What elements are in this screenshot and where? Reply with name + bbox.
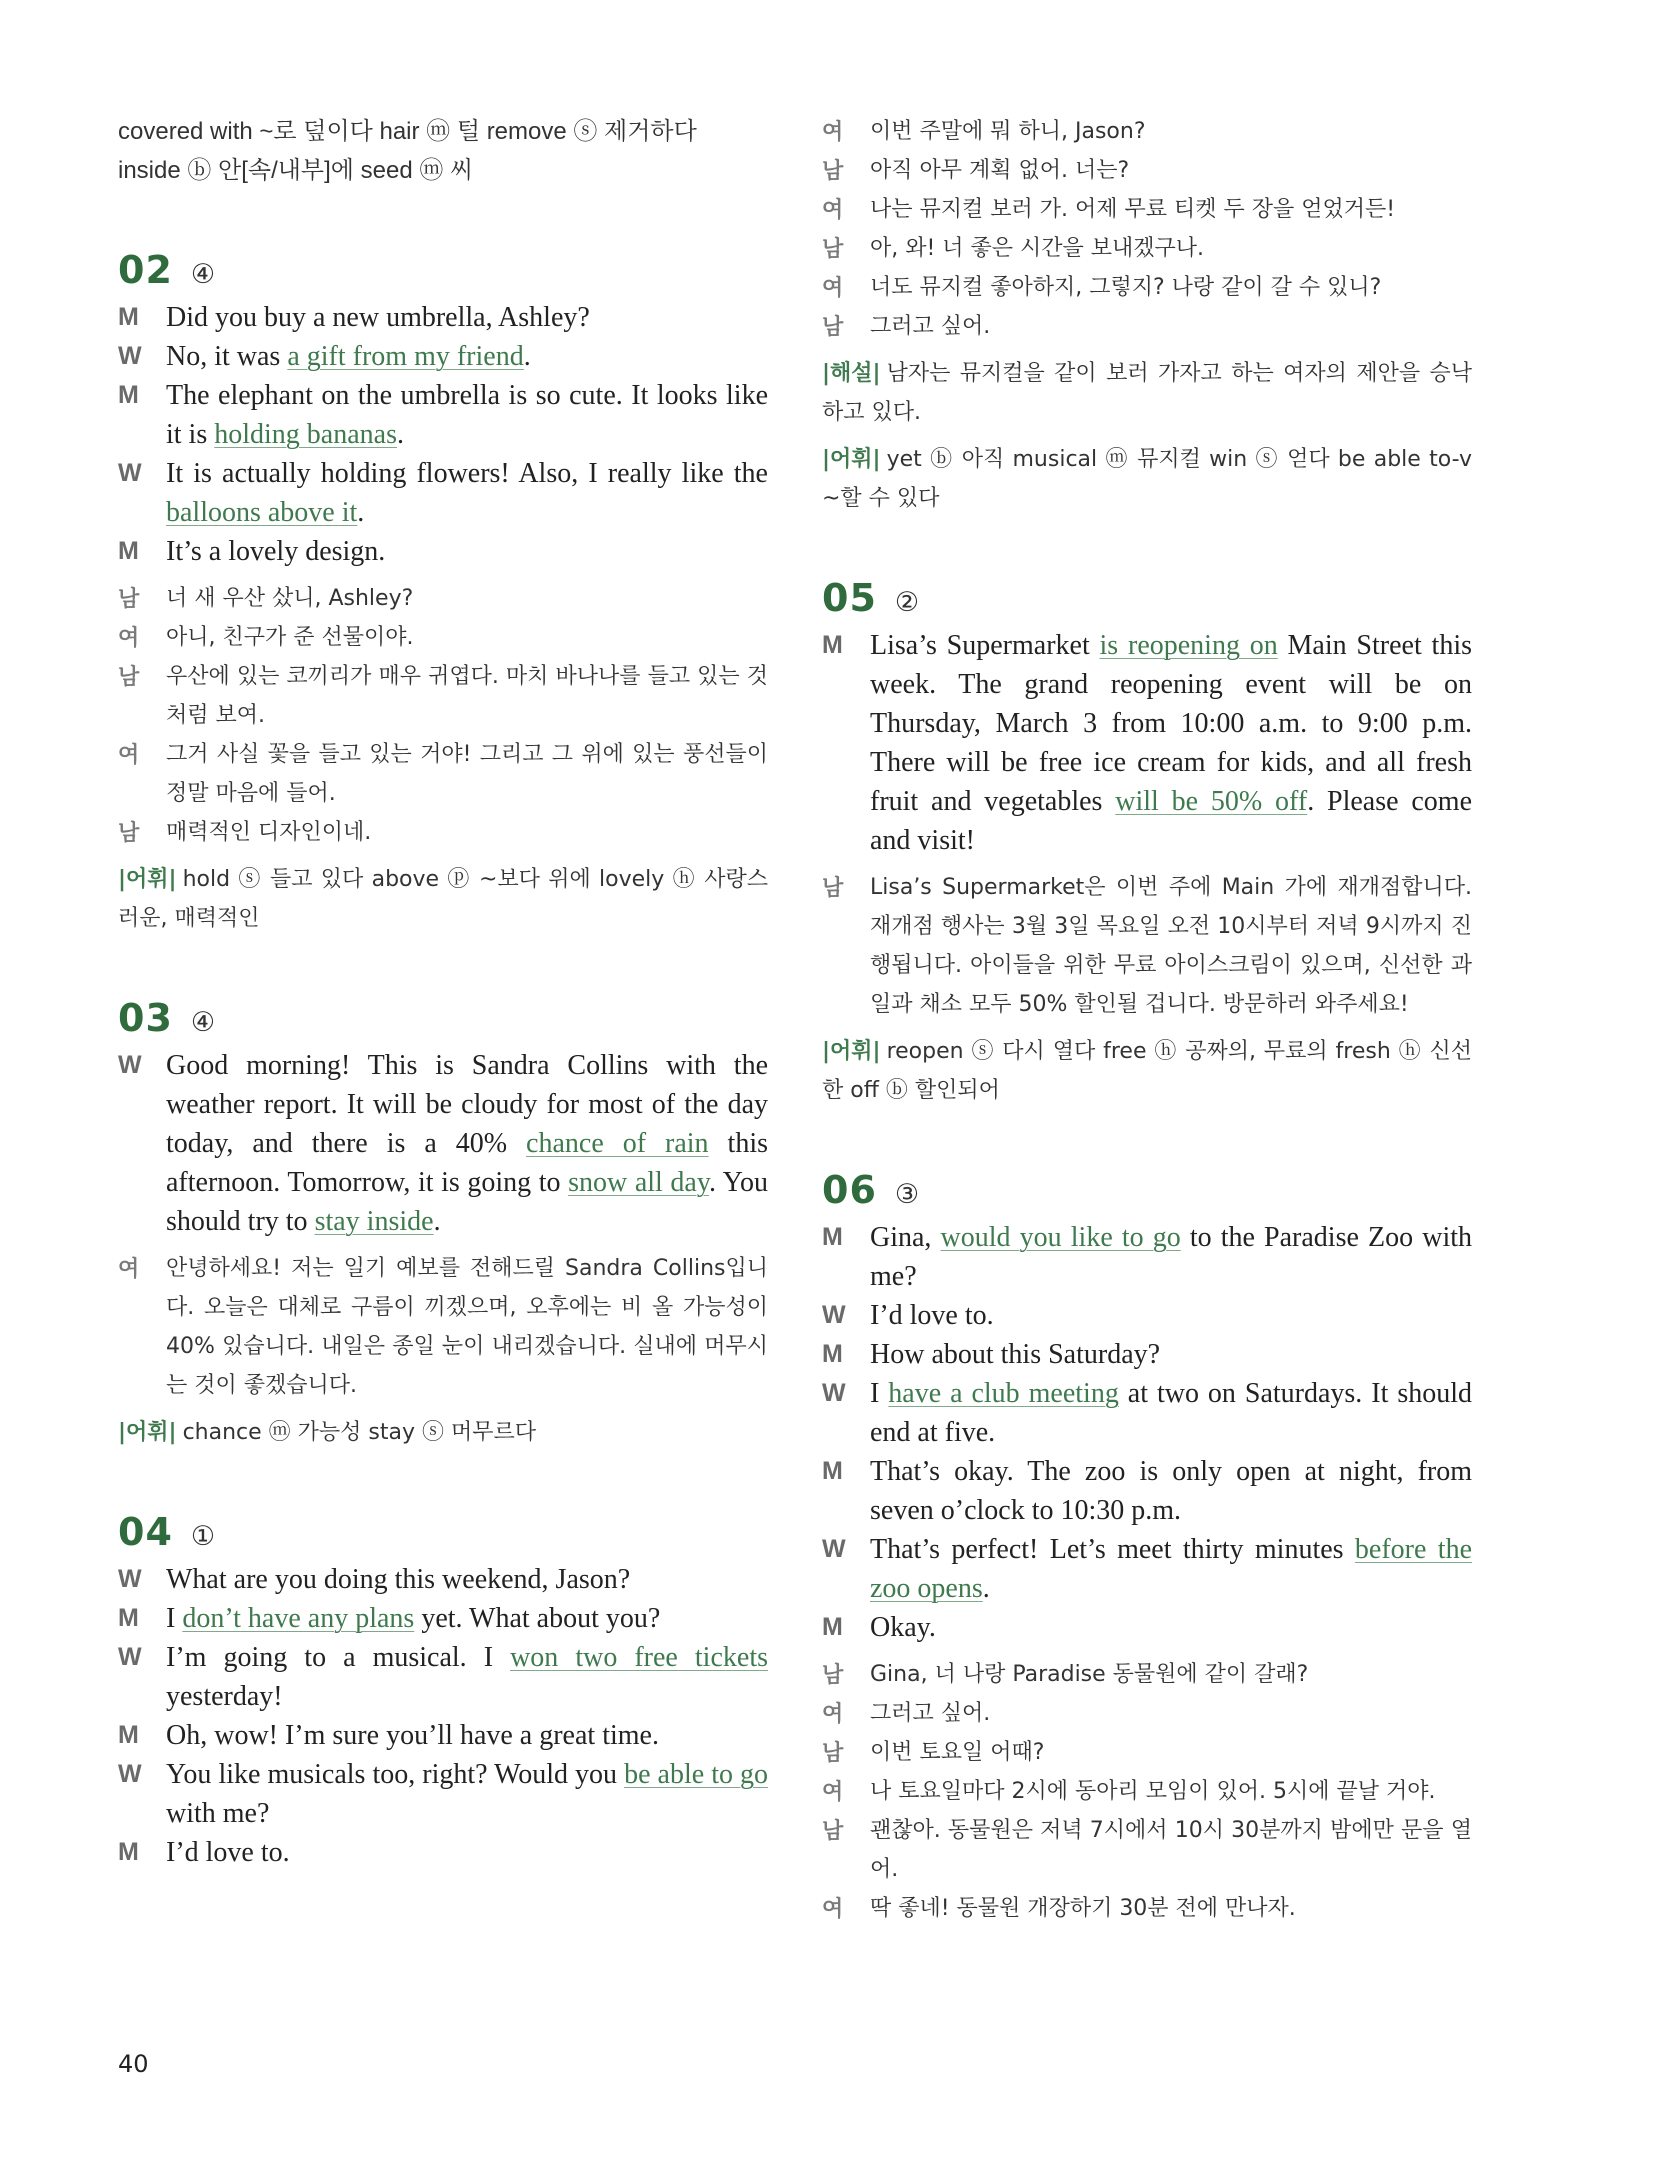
translation-text: 매력적인 디자인이네. [166, 820, 372, 845]
answer-highlight: balloons above it [166, 497, 358, 528]
text-run: . Please come and visit! [870, 786, 1472, 856]
answer-highlight: chance of rain [526, 1128, 709, 1159]
text-run: Lisa’s Supermarket [870, 630, 1100, 661]
speaker-label: W [118, 1565, 142, 1593]
dialogue-text [166, 1560, 768, 1599]
translation-line [118, 1249, 768, 1405]
translation-text: 안녕하세요! 저는 일기 예보를 전해드릴 Sandra Collins입니다. 오늘은 대체로 구름이 끼겠으며, 오후에는 비 올 가능성이 40% 있습니다. 내일은 종일 눈이 내리겠습니다. 실내에 머무시는 것이 좋겠습니다. [166, 1256, 768, 1398]
korean-translation [118, 579, 768, 852]
korean-translation [822, 868, 1472, 1024]
dialogue-text [870, 1452, 1472, 1530]
dialogue-text [870, 1335, 1472, 1374]
answer-highlight: stay inside [314, 1206, 434, 1237]
text-run: No, it was [166, 341, 288, 372]
translation-line [118, 618, 768, 657]
speaker-label: 남 [118, 664, 140, 689]
speaker-label: 여 [822, 1896, 844, 1921]
text-run: I’d love to. [166, 1837, 290, 1868]
text-run: Okay. [870, 1612, 936, 1643]
speaker-label: 여 [822, 1701, 844, 1726]
translation-text: 아니, 친구가 준 선물이야. [166, 625, 414, 650]
speaker-label: 남 [118, 586, 140, 611]
dialogue-line [822, 1530, 1472, 1608]
english-dialogue [822, 626, 1472, 860]
translation-text: Gina, 너 나랑 Paradise 동물원에 같이 갈래? [870, 1662, 1309, 1687]
text-run: yet. What about you? [414, 1603, 661, 1634]
vocab-tag: |어휘| [118, 867, 177, 892]
section-05 [822, 576, 1472, 1110]
dialogue-line [118, 1599, 768, 1638]
answer-highlight: a gift from my friend [287, 341, 524, 372]
translation-text: 괜찮아. 동물원은 저녁 7시에서 10시 30분까지 밤에만 문을 열어. [870, 1818, 1472, 1882]
english-dialogue [118, 1560, 768, 1872]
text-run: at two on Saturdays. It should end at five. [870, 1378, 1472, 1448]
speaker-label: M [118, 1721, 139, 1749]
text-run: . [982, 1573, 990, 1604]
dialogue-text [870, 1374, 1472, 1452]
speaker-label: W [118, 459, 142, 487]
vocab-note [118, 860, 768, 938]
text-run: yesterday! [166, 1681, 283, 1712]
translation-line [118, 813, 768, 852]
dialogue-text [166, 1716, 768, 1755]
dialogue-line [118, 376, 768, 454]
text-run: That’s perfect! Let’s meet thirty minutes [870, 1534, 1355, 1565]
translation-line [822, 307, 1472, 346]
dialogue-text [166, 454, 768, 532]
answer-marker: ② [894, 587, 920, 618]
dialogue-line [118, 1716, 768, 1755]
vocab-tag: |어휘| [118, 1420, 177, 1445]
speaker-label: W [822, 1379, 846, 1407]
text-run: That’s okay. The zoo is only open at night, from seven o’clock to 10:30 p.m. [870, 1456, 1472, 1526]
dialogue-line [118, 1833, 768, 1872]
speaker-label: M [822, 1340, 843, 1368]
text-run: It’s a lovely design. [166, 536, 386, 567]
vocab-tag: |어휘| [822, 447, 881, 472]
dialogue-text [166, 337, 768, 376]
translation-line [822, 1733, 1472, 1772]
text-run: I’m going to a musical. I [166, 1642, 511, 1673]
text-run: The elephant on the umbrella is so cute. It looks like it is [166, 380, 768, 450]
translation-line [822, 1694, 1472, 1733]
section-04 [118, 1510, 768, 1872]
speaker-label: W [118, 342, 142, 370]
text-run: . You should try to [166, 1167, 768, 1237]
speaker-label: 남 [822, 236, 844, 261]
dialogue-line [822, 1335, 1472, 1374]
translation-line [822, 1811, 1472, 1889]
speaker-label: 남 [822, 1662, 844, 1687]
vocab-text: reopen ⓢ 다시 열다 free ⓗ 공짜의, 무료의 fresh ⓗ 신선한 off ⓑ 할인되어 [822, 1039, 1472, 1103]
korean-translation [822, 1655, 1472, 1928]
answer-highlight: won two free tickets [510, 1642, 768, 1673]
speaker-label: 여 [118, 625, 140, 650]
vocab-note [822, 1032, 1472, 1110]
speaker-label: 여 [822, 1779, 844, 1804]
speaker-label: M [822, 631, 843, 659]
speaker-label: 여 [822, 275, 844, 300]
dialogue-text [166, 1599, 768, 1638]
text-run: this afternoon. Tomorrow, it is going to [166, 1128, 768, 1198]
translation-line [118, 735, 768, 813]
translation-line [822, 229, 1472, 268]
section-03 [118, 996, 768, 1452]
text-run: I’d love to. [870, 1300, 994, 1331]
dialogue-line [118, 298, 768, 337]
text-run: Main Street this week. The grand reopening event will be on Thursday, March 3 from 10:00 a.m. to 9:00 p.m. There will be free ice cream for kids, and all fresh fruit and vegetables [870, 630, 1472, 817]
dialogue-line [822, 1452, 1472, 1530]
left-column [118, 112, 768, 1880]
explanation-text: 남자는 뮤지컬을 같이 보러 가자고 하는 여자의 제안을 승낙하고 있다. [822, 361, 1472, 425]
translation-line [822, 190, 1472, 229]
vocab-text: yet ⓑ 아직 musical ⓜ 뮤지컬 win ⓢ 얻다 be able to-v ~할 수 있다 [822, 447, 1472, 511]
answer-highlight: be able to go [624, 1759, 768, 1790]
speaker-label: 남 [822, 314, 844, 339]
text-run: Oh, wow! I’m sure you’ll have a great time. [166, 1720, 659, 1751]
dialogue-line [118, 1560, 768, 1599]
dialogue-line [822, 626, 1472, 860]
answer-highlight: will be 50% off [1115, 786, 1308, 817]
dialogue-text [870, 626, 1472, 860]
top-vocab [118, 112, 768, 190]
translation-text: 아, 와! 너 좋은 시간을 보내겠구나. [870, 236, 1205, 261]
section-number: 04 [118, 1510, 173, 1554]
speaker-label: M [822, 1223, 843, 1251]
text-run: . [523, 341, 531, 372]
dialogue-text [166, 376, 768, 454]
text-run: You like musicals too, right? Would you [166, 1759, 625, 1790]
dialogue-text [870, 1608, 1472, 1647]
vocab-text: hold ⓢ 들고 있다 above ⓟ ~보다 위에 lovely ⓗ 사랑스러운, 매력적인 [118, 867, 768, 931]
speaker-label: M [118, 1604, 139, 1632]
vocab-tag: |어휘| [822, 1039, 881, 1064]
translation-text: 너도 뮤지컬 좋아하지, 그렇지? 나랑 같이 갈 수 있니? [870, 275, 1382, 300]
speaker-label: 여 [118, 1256, 140, 1281]
section-04-continued [822, 112, 1472, 518]
answer-highlight: have a club meeting [888, 1378, 1119, 1409]
speaker-label: 여 [822, 197, 844, 222]
translation-line [822, 112, 1472, 151]
text-run: Gina, [870, 1222, 941, 1253]
translation-text: 너 새 우산 샀니, Ashley? [166, 586, 414, 611]
translation-line [118, 579, 768, 618]
top-vocab-line-2: inside ⓑ 안[속/내부]에 seed ⓜ 씨 [118, 157, 474, 184]
english-dialogue [118, 1046, 768, 1241]
translation-line [822, 1889, 1472, 1928]
dialogue-line [822, 1218, 1472, 1296]
translation-text: 그거 사실 꽃을 들고 있는 거야! 그리고 그 위에 있는 풍선들이 정말 마음에 들어. [166, 742, 768, 806]
speaker-label: M [118, 381, 139, 409]
answer-marker: ① [190, 1521, 216, 1552]
section-number: 02 [118, 248, 173, 292]
dialogue-text [870, 1530, 1472, 1608]
translation-text: 딱 좋네! 동물원 개장하기 30분 전에 만나자. [870, 1896, 1296, 1921]
dialogue-line [822, 1374, 1472, 1452]
answer-marker: ④ [190, 1007, 216, 1038]
dialogue-text [166, 1755, 768, 1833]
text-run: . [357, 497, 365, 528]
answer-highlight: is reopening on [1099, 630, 1278, 661]
speaker-label: W [822, 1535, 846, 1563]
speaker-label: W [118, 1643, 142, 1671]
answer-highlight: snow all day [568, 1167, 710, 1198]
section-number: 06 [822, 1168, 877, 1212]
dialogue-text [166, 1638, 768, 1716]
dialogue-line [118, 1755, 768, 1833]
text-run: Did you buy a new umbrella, Ashley? [166, 302, 590, 333]
explanation-note [822, 354, 1472, 432]
dialogue-text [166, 1046, 768, 1241]
speaker-label: 여 [822, 119, 844, 144]
speaker-label: 남 [118, 820, 140, 845]
text-run: What are you doing this weekend, Jason? [166, 1564, 631, 1595]
translation-text: 나는 뮤지컬 보러 가. 어제 무료 티켓 두 장을 얻었거든! [870, 197, 1396, 222]
translation-text: 이번 주말에 뭐 하니, Jason? [870, 119, 1146, 144]
translation-line [822, 868, 1472, 1024]
translation-line [118, 657, 768, 735]
translation-line [822, 151, 1472, 190]
text-run: to the Paradise Zoo with me? [870, 1222, 1473, 1292]
translation-text: 우산에 있는 코끼리가 매우 귀엽다. 마치 바나나를 들고 있는 것처럼 보여. [166, 664, 768, 728]
section-number: 05 [822, 576, 877, 620]
korean-translation [118, 1249, 768, 1405]
text-run: How about this Saturday? [870, 1339, 1161, 1370]
speaker-label: M [118, 537, 139, 565]
vocab-note [118, 1413, 768, 1452]
vocab-text: chance ⓜ 가능성 stay ⓢ 머무르다 [182, 1420, 536, 1445]
speaker-label: W [118, 1051, 142, 1079]
vocab-note [822, 440, 1472, 518]
translation-line [822, 1772, 1472, 1811]
speaker-label: M [118, 303, 139, 331]
page-number: 40 [118, 2050, 149, 2078]
dialogue-line [118, 532, 768, 571]
dialogue-text [166, 1833, 768, 1872]
answer-highlight: holding bananas [214, 419, 397, 450]
dialogue-line [118, 1046, 768, 1241]
speaker-label: 남 [822, 158, 844, 183]
translation-text: 그러고 싶어. [870, 314, 991, 339]
translation-text: 아직 아무 계획 없어. 너는? [870, 158, 1130, 183]
dialogue-line [822, 1296, 1472, 1335]
section-number: 03 [118, 996, 173, 1040]
answer-marker: ③ [894, 1179, 920, 1210]
speaker-label: 여 [118, 742, 140, 767]
right-column [822, 112, 1472, 1936]
speaker-label: M [118, 1838, 139, 1866]
translation-text: 나 토요일마다 2시에 동아리 모임이 있어. 5시에 끝날 거야. [870, 1779, 1436, 1804]
answer-highlight: don’t have any plans [182, 1603, 415, 1634]
text-run: . [433, 1206, 441, 1237]
speaker-label: W [822, 1301, 846, 1329]
translation-text: 이번 토요일 어때? [870, 1740, 1045, 1765]
answer-highlight: before the zoo opens [870, 1534, 1472, 1604]
dialogue-line [118, 454, 768, 532]
speaker-label: 남 [822, 1740, 844, 1765]
text-run: Good morning! This is Sandra Collins with the weather report. It will be cloudy for most of the day today, and there is a 40% [166, 1050, 768, 1159]
dialogue-line [118, 337, 768, 376]
korean-translation [822, 112, 1472, 346]
translation-line [822, 268, 1472, 307]
english-dialogue [118, 298, 768, 571]
speaker-label: 남 [822, 1818, 844, 1843]
dialogue-line [822, 1608, 1472, 1647]
dialogue-line [118, 1638, 768, 1716]
dialogue-text [166, 532, 768, 571]
speaker-label: M [822, 1613, 843, 1641]
section-06 [822, 1168, 1472, 1928]
text-run: with me? [166, 1798, 270, 1829]
dialogue-text [870, 1296, 1472, 1335]
answer-marker: ④ [190, 259, 216, 290]
explanation-tag: |해설| [822, 361, 881, 386]
text-run: It is actually holding flowers! Also, I really like the [166, 458, 768, 489]
top-vocab-line-1: covered with ~로 덮이다 hair ⓜ 털 remove ⓢ 제거하다 [118, 118, 697, 145]
speaker-label: W [118, 1760, 142, 1788]
translation-text: Lisa’s Supermarket은 이번 주에 Main 가에 재개점합니다. 재개점 행사는 3월 3일 목요일 오전 10시부터 저녁 9시까지 진행됩니다. 아이들을 위한 무료 아이스크림이 있으며, 신선한 과일과 채소 모두 50% 할인될 겁니다. 방문하러 와주세요! [870, 875, 1472, 1017]
answer-highlight: would you like to go [940, 1222, 1181, 1253]
text-run: I [166, 1603, 183, 1634]
dialogue-text [166, 298, 768, 337]
dialogue-text [870, 1218, 1472, 1296]
section-02 [118, 248, 768, 938]
speaker-label: M [822, 1457, 843, 1485]
english-dialogue [822, 1218, 1472, 1647]
text-run: I [870, 1378, 889, 1409]
text-run: . [396, 419, 404, 450]
translation-line [822, 1655, 1472, 1694]
translation-text: 그러고 싶어. [870, 1701, 991, 1726]
speaker-label: 남 [822, 875, 844, 900]
